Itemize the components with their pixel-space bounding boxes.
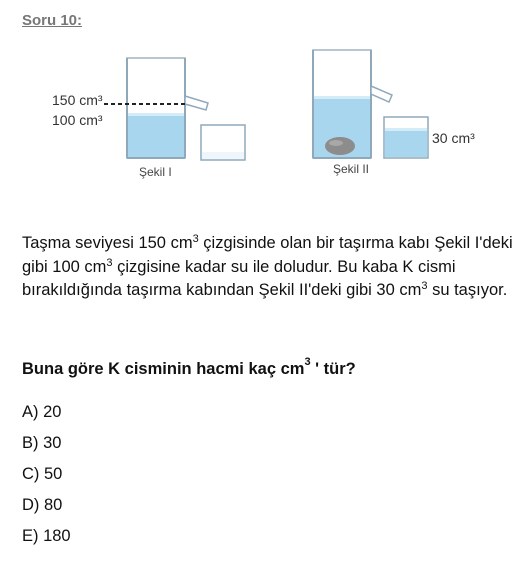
stone-k: [325, 137, 355, 155]
option-e[interactable]: E) 180: [22, 527, 71, 545]
beaker-1: [201, 125, 245, 160]
para-part-4: su taşıyor.: [427, 281, 508, 299]
overflow-container-1: [104, 58, 208, 158]
question-part-2: ' tür?: [310, 360, 356, 378]
sup-1: 3: [192, 233, 199, 245]
question-sup: 3: [304, 356, 311, 368]
para-part-3: çizgisine kadar su ile doludur. Bu kaba K cismi bırakıldığında taşırma kabından Şekil II'deki gibi 30 cm: [22, 257, 456, 299]
water-1: [128, 115, 184, 157]
option-c[interactable]: C) 50: [22, 465, 63, 483]
option-d[interactable]: D) 80: [22, 496, 63, 514]
question-part-1: Buna göre K cisminin hacmi kaç cm: [22, 360, 305, 378]
sup-3: 3: [421, 280, 428, 292]
overflow-container-2: [313, 50, 392, 158]
label-150: 150 cm³: [52, 92, 103, 108]
caption-sekil-1: Şekil I: [139, 165, 172, 179]
answer-options: [22, 402, 71, 557]
para-part-2: çizgisinde olan bir taşırma kabı Şekil I'deki gibi 100 cm: [22, 234, 513, 276]
label-100: 100 cm³: [52, 112, 103, 128]
question-title: Soru 10:: [22, 12, 83, 29]
sup-2: 3: [106, 256, 113, 269]
overflow-figure: [0, 40, 531, 190]
option-b[interactable]: B) 30: [22, 434, 62, 452]
beaker-2: [384, 117, 428, 158]
option-a[interactable]: A) 20: [22, 403, 62, 421]
question-paragraph: [22, 232, 517, 303]
question-text: [22, 356, 356, 379]
label-30: 30 cm³: [432, 130, 475, 146]
para-part-1: Taşma seviyesi 150 cm: [22, 234, 193, 252]
caption-sekil-2: Şekil II: [333, 162, 370, 176]
